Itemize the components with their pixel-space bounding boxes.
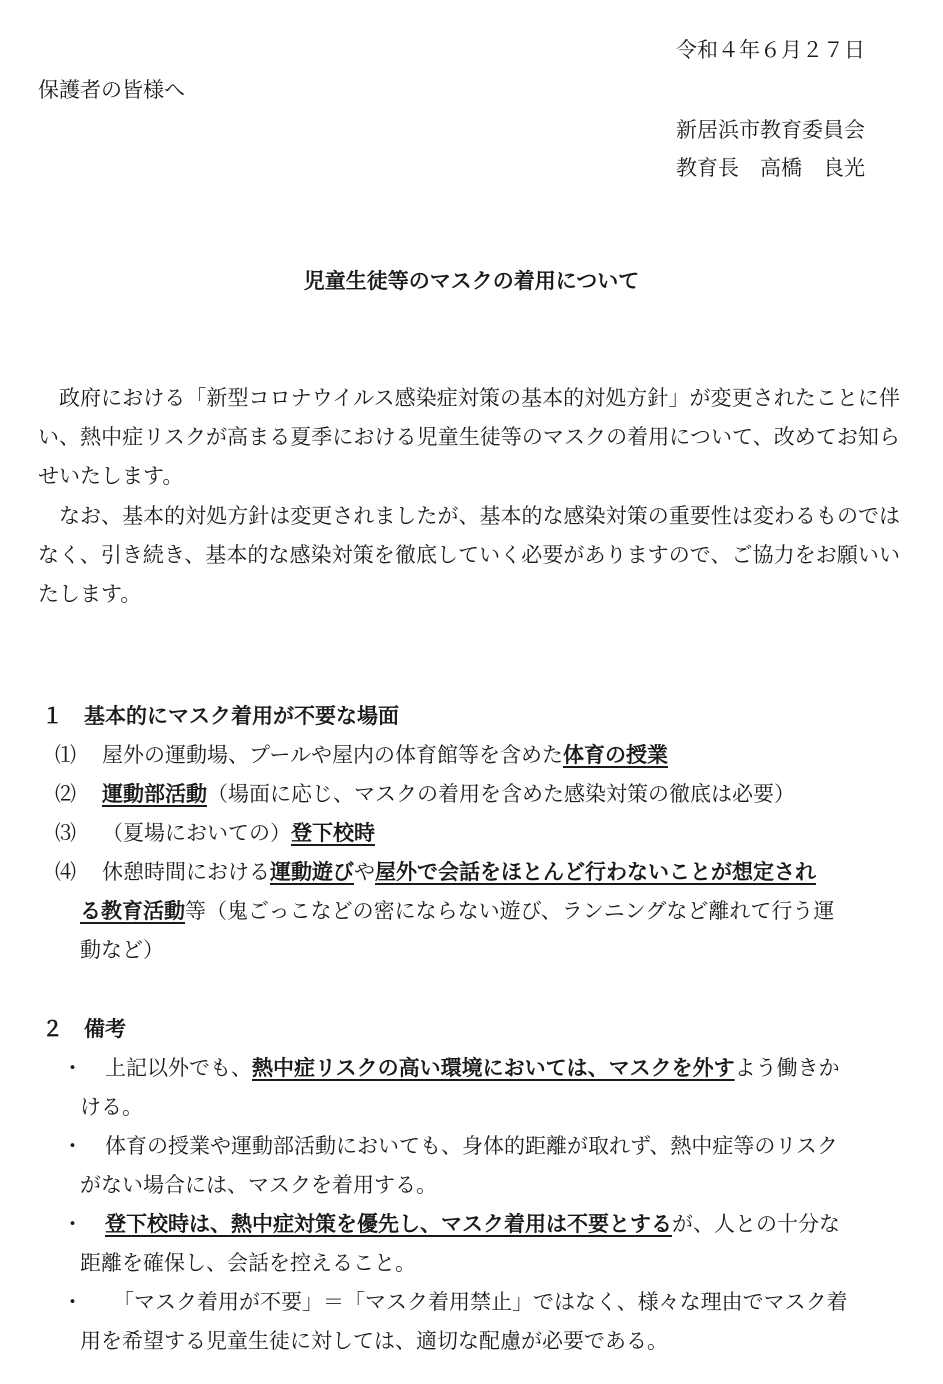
bullet-text: が、人との十分な bbox=[672, 1212, 840, 1236]
item-emphasis: 屋外で会話をほとんど行わないことが想定され bbox=[375, 860, 816, 884]
section2-heading: ２ 備考 bbox=[42, 1017, 126, 1041]
sender-organization: 新居浜市教育委員会 bbox=[676, 118, 865, 142]
section2-bullet-3-line-2: 距離を確保し、会話を控えること。 bbox=[80, 1251, 416, 1275]
section1-item-2 bbox=[55, 778, 795, 808]
item-number: ⑴ bbox=[55, 743, 76, 767]
item-text: や bbox=[354, 860, 375, 884]
item-emphasis: 運動部活動 bbox=[102, 782, 207, 806]
item-emphasis: 体育の授業 bbox=[562, 743, 668, 767]
item-text: 等（鬼ごっこなどの密にならない遊び、ランニングなど離れて行う運 bbox=[185, 899, 835, 923]
item-emphasis: 登下校時 bbox=[291, 821, 375, 845]
item-text: 休憩時間における bbox=[102, 860, 270, 884]
section2-bullet-1 bbox=[62, 1052, 840, 1082]
section1-heading: １ 基本的にマスク着用が不要な場面 bbox=[42, 704, 399, 728]
bullet-text: 上記以外でも、 bbox=[105, 1056, 252, 1080]
document-date: 令和４年６月２７日 bbox=[676, 38, 865, 62]
sender-name: 教育長 高橋 良光 bbox=[676, 156, 865, 180]
bullet-text: よう働きか bbox=[734, 1056, 840, 1080]
section1-item-4-line-2 bbox=[80, 895, 834, 925]
bullet-marker: ・ bbox=[62, 1212, 83, 1236]
section1-item-1 bbox=[55, 739, 668, 769]
item-emphasis: 運動遊び bbox=[270, 860, 354, 884]
item-text: （夏場においての） bbox=[102, 821, 291, 845]
bullet-marker: ・ bbox=[62, 1056, 83, 1080]
section1-item-3 bbox=[55, 817, 375, 847]
intro-paragraph-1: 政府における「新型コロナウイルス感染症対策の基本的対処方針」が変更されたことに伴い、熱中症リスクが高まる夏季における児童生徒等のマスクの着用について、改めてお知らせいたします。 bbox=[38, 386, 900, 488]
item-number: ⑵ bbox=[55, 782, 76, 806]
item-text: 屋外の運動場、プールや屋内の体育館等を含めた bbox=[102, 743, 563, 767]
section2-bullet-2-line-2: がない場合には、マスクを着用する。 bbox=[80, 1173, 437, 1197]
bullet-marker: ・ bbox=[62, 1134, 83, 1158]
section1-item-4 bbox=[55, 856, 816, 886]
section1-item-4-line-3: 動など） bbox=[80, 938, 164, 962]
item-emphasis: る教育活動 bbox=[80, 899, 185, 923]
bullet-text: 体育の授業や運動部活動においても、身体的距離が取れず、熱中症等のリスク bbox=[105, 1134, 838, 1158]
intro-paragraph-2: なお、基本的対処方針は変更されましたが、基本的な感染対策の重要性は変わるものではなく、引き続き、基本的な感染対策を徹底していく必要がありますので、ご協力をお願いいたします。 bbox=[38, 504, 900, 606]
section2-bullet-1-line-2: ける。 bbox=[80, 1095, 143, 1119]
document-title: 児童生徒等のマスクの着用について bbox=[303, 269, 640, 293]
item-text: （場面に応じ、マスクの着用を含めた感染対策の徹底は必要） bbox=[207, 782, 795, 806]
section2-bullet-2 bbox=[62, 1130, 838, 1160]
item-number: ⑶ bbox=[55, 821, 76, 845]
section2-bullet-3 bbox=[62, 1208, 840, 1238]
addressee: 保護者の皆様へ bbox=[38, 78, 185, 102]
item-number: ⑷ bbox=[55, 860, 76, 884]
bullet-text: 「マスク着用が不要」＝「マスク着用禁止」ではなく、様々な理由でマスク着 bbox=[113, 1290, 848, 1314]
section2-bullet-4 bbox=[62, 1286, 848, 1316]
bullet-emphasis: 登下校時は、熱中症対策を優先し、マスク着用は不要とする bbox=[105, 1212, 672, 1236]
bullet-marker: ・ bbox=[62, 1290, 83, 1314]
section2-bullet-4-line-2: 用を希望する児童生徒に対しては、適切な配慮が必要である。 bbox=[80, 1329, 668, 1353]
bullet-emphasis: 熱中症リスクの高い環境においては、マスクを外す bbox=[252, 1056, 735, 1080]
